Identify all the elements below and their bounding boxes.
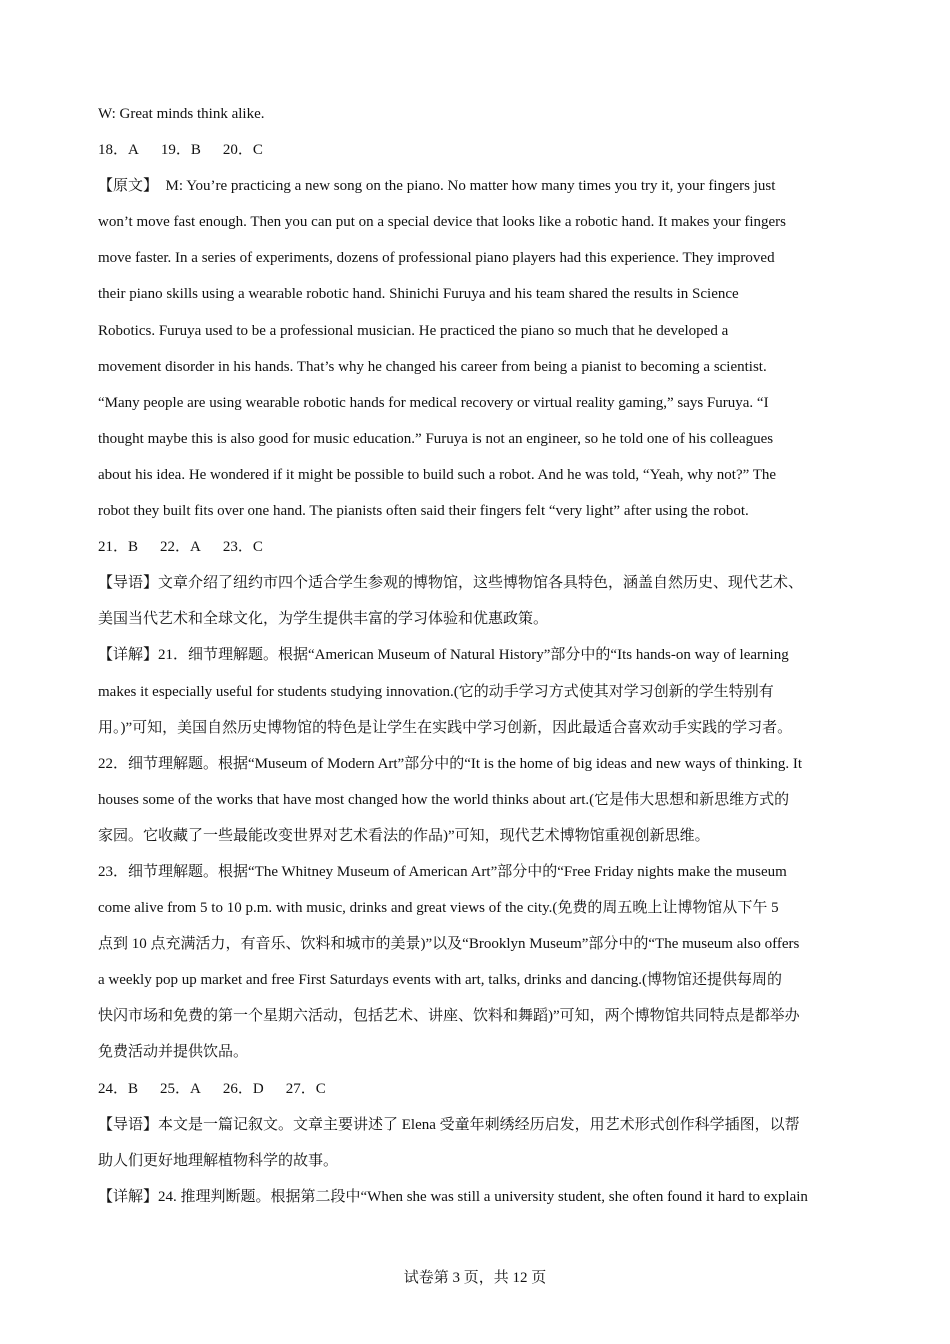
answer-key-row — [98, 1071, 858, 1107]
text-line: 22．细节理解题。根据“Museum of Modern Art”部分中的“It is the home of big ideas and new ways of thinking. It — [98, 755, 803, 772]
text-line: makes it especially useful for students studying innovation.(它的动手学习方式使其对学习创新的学生特别有 — [98, 683, 774, 700]
text-line: 23．细节理解题。根据“The Whitney Museum of American Art”部分中的“Free Friday nights make the museum — [98, 863, 787, 880]
answer-item: 19．B — [160, 142, 201, 159]
text-line: houses some of the works that have most changed how the world thinks about art.(它是伟大思想和新思维方式的 — [98, 791, 790, 808]
answer-item: 24．B — [98, 1080, 139, 1097]
answer-item: 23．C — [222, 539, 263, 556]
text-line: Robotics. Furuya used to be a professional musician. He practiced the piano so much that he developed a — [98, 322, 729, 339]
answer-item: 20．C — [222, 142, 263, 159]
text-line: 【原文】 M: You’re practicing a new song on the piano. No matter how many times you try it, your fingers just — [98, 178, 776, 195]
text-line: 用。)”可知，美国自然历史博物馆的特色是让学生在实践中学习创新，因此最适合喜欢动手实践的学习者。 — [98, 719, 793, 736]
text-line: a weekly pop up market and free First Saturdays events with art, talks, drinks and dancing.(博物馆还提供每周的 — [98, 972, 783, 989]
text-line: 【详解】21．细节理解题。根据“American Museum of Natural History”部分中的“Its hands-on way of learning — [98, 647, 789, 664]
text-line: “Many people are using wearable robotic hands for medical recovery or virtual reality gaming,” says Furuya. “I — [98, 394, 769, 411]
text-line: come alive from 5 to 10 p.m. with music, drinks and great views of the city.(免费的周五晚上让博物馆从下午 5 — [98, 900, 779, 917]
text-line: 【详解】24. 推理判断题。根据第二段中“When she was still a university student, she often found it hard to explain — [98, 1188, 808, 1205]
document-body — [98, 96, 858, 1215]
answer-item: 22．A — [160, 539, 201, 556]
text-line: about his idea. He wondered if it might be possible to build such a robot. And he was told, “Yeah, why not?” The — [98, 466, 777, 483]
answer-item: 21．B — [98, 539, 139, 556]
answer-item: 18．A — [98, 142, 139, 159]
text-line: thought maybe this is also good for music education.” Furuya is not an engineer, so he told one of his colleagues — [98, 430, 774, 447]
text-line: 快闪市场和免费的第一个星期六活动，包括艺术、讲座、饮料和舞蹈)”可知，两个博物馆共同特点是都举办 — [98, 1008, 800, 1025]
answer-item: 25．A — [160, 1080, 201, 1097]
text-line: 【导语】文章介绍了纽约市四个适合学生参观的博物馆，这些博物馆各具特色，涵盖自然历史、现代艺术、 — [98, 575, 804, 592]
answer-key-row — [98, 529, 858, 565]
text-line: robot they built fits over one hand. The pianists often said their fingers felt “very light” after using the robot. — [98, 503, 749, 520]
text-line: movement disorder in his hands. That’s why he changed his career from being a pianist to becoming a scientist. — [98, 358, 767, 375]
text-line: 家园。它收藏了一些最能改变世界对艺术看法的作品)”可知，现代艺术博物馆重视创新思维。 — [98, 827, 710, 844]
page-footer: 试卷第 3 页，共 12 页 — [403, 1270, 547, 1286]
text-line: their piano skills using a wearable robotic hand. Shinichi Furuya and his team shared the results in Science — [98, 286, 739, 303]
text-line: 【导语】本文是一篇记叙文。文章主要讲述了 Elena 受童年刺绣经历启发，用艺术形式创作科学插图，以帮 — [98, 1116, 800, 1133]
text-line: 美国当代艺术和全球文化，为学生提供丰富的学习体验和优惠政策。 — [98, 611, 549, 628]
text-line: won’t move fast enough. Then you can put on a special device that looks like a robotic hand. It makes your fingers — [98, 214, 787, 231]
text-line: 助人们更好地理解植物科学的故事。 — [98, 1152, 339, 1169]
answer-key-row — [98, 132, 858, 168]
text-line: move faster. In a series of experiments, dozens of professional piano players had this experience. They improved — [98, 250, 775, 267]
text-line: W: Great minds think alike. — [98, 106, 265, 122]
answer-item: 26．D — [222, 1080, 264, 1097]
text-line: 免费活动并提供饮品。 — [98, 1044, 249, 1061]
answer-item: 27．C — [285, 1080, 326, 1097]
text-line: 点到 10 点充满活力，有音乐、饮料和城市的美景)”以及“Brooklyn Museum”部分中的“The museum also offers — [98, 936, 800, 953]
